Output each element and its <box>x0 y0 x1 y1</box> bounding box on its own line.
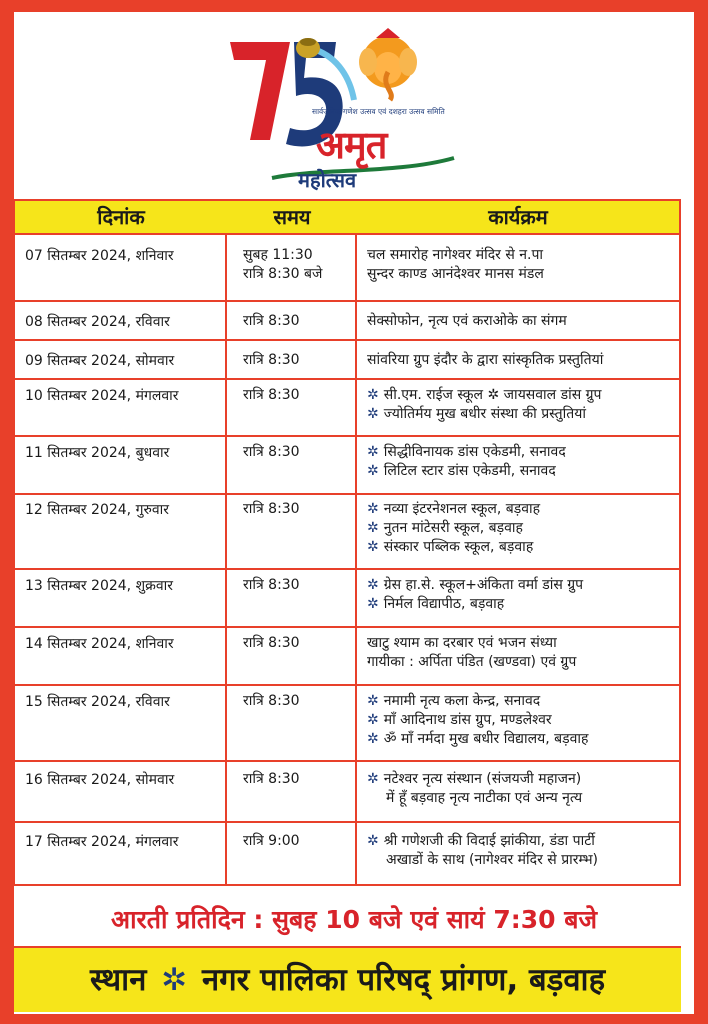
row-time-line: रात्रि 8:30 <box>243 577 300 593</box>
program-item-text: सांवरिया ग्रुप इंदौर के द्वारा सांस्कृतिक प्रस्तुतियां <box>367 352 604 368</box>
program-item <box>367 653 677 672</box>
bullet-star-icon: ✲ <box>367 520 379 536</box>
row-time-line: रात्रि 8:30 <box>243 444 300 460</box>
program-item-text: में हूँ बड़वाह नृत्य नाटीका एवं अन्य नृत्य <box>386 790 583 806</box>
row-time <box>243 576 353 595</box>
logo-amrit-text: अमृत <box>316 123 387 167</box>
row-date: 17 सितम्बर 2024, मंगलवार <box>25 834 179 850</box>
row-time <box>243 312 353 331</box>
table-row <box>13 235 681 302</box>
row-date: 11 सितम्बर 2024, बुधवार <box>25 445 170 461</box>
bullet-star-icon: ✲ <box>367 771 379 787</box>
column-divider <box>13 823 15 886</box>
bullet-star-icon: ✲ <box>367 596 379 612</box>
program-item <box>367 692 677 711</box>
column-divider <box>355 495 357 570</box>
column-divider <box>355 437 357 495</box>
bullet-star-icon: ✲ <box>367 539 379 555</box>
table-row <box>13 762 681 823</box>
program-item <box>367 576 677 595</box>
column-divider <box>355 823 357 886</box>
row-time <box>243 386 353 405</box>
row-program <box>367 832 677 870</box>
bullet-star-icon: ✲ <box>367 387 379 403</box>
column-divider <box>679 302 681 341</box>
program-item-text: सेक्सोफोन, नृत्य एवं कराओके का संगम <box>367 313 567 329</box>
row-program <box>367 351 677 370</box>
column-divider <box>225 437 227 495</box>
logo-seven-shape <box>230 42 290 140</box>
row-time-line: रात्रि 8:30 <box>243 693 300 709</box>
row-date: 07 सितम्बर 2024, शनिवार <box>25 248 174 264</box>
row-program <box>367 312 677 331</box>
program-item <box>367 312 677 331</box>
row-program <box>367 246 677 284</box>
program-item-text: खाटु श्याम का दरबार एवं भजन संध्या <box>367 635 557 651</box>
bullet-star-icon: ✲ <box>367 444 379 460</box>
program-item <box>367 462 677 481</box>
row-date: 15 सितम्बर 2024, रविवार <box>25 694 170 710</box>
amrit-mahotsav-logo <box>228 28 478 198</box>
row-date: 13 सितम्बर 2024, शुक्रवार <box>25 578 173 594</box>
program-item <box>367 770 677 789</box>
program-item <box>367 832 677 851</box>
header-program: कार्यक्रम <box>488 205 548 229</box>
column-divider <box>225 380 227 437</box>
program-item-text: निर्मल विद्यापीठ, बड़वाह <box>383 596 505 612</box>
row-time-line: सुबह 11:30 <box>243 247 313 263</box>
column-divider <box>355 628 357 686</box>
program-item-text: अखाडों के साथ (नागेश्वर मंदिर से प्रारम्भ) <box>386 852 599 868</box>
row-time-line: रात्रि 8:30 <box>243 635 300 651</box>
bullet-star-icon: ✲ <box>367 731 379 747</box>
row-date: 14 सितम्बर 2024, शनिवार <box>25 636 174 652</box>
program-item <box>367 851 677 870</box>
row-date: 16 सितम्बर 2024, सोमवार <box>25 772 175 788</box>
column-divider <box>13 495 15 570</box>
column-divider <box>679 437 681 495</box>
table-row <box>13 437 681 495</box>
row-date: 12 सितम्बर 2024, गुरुवार <box>25 502 169 518</box>
row-program <box>367 692 677 749</box>
column-divider <box>13 341 15 380</box>
table-row <box>13 380 681 437</box>
row-program <box>367 386 677 424</box>
venue-star-icon: ✲ <box>161 962 188 998</box>
row-date: 08 सितम्बर 2024, रविवार <box>25 314 170 330</box>
row-time <box>243 832 353 851</box>
program-item-text: नुतन मांटेसरी स्कूल, बड़वाह <box>383 520 523 536</box>
row-time <box>243 246 353 284</box>
column-divider <box>225 628 227 686</box>
row-time-line: रात्रि 8:30 <box>243 352 300 368</box>
program-item-text: गायीका : अर्पिता पंडित (खण्डवा) एवं ग्रुप <box>367 654 577 670</box>
column-divider <box>13 437 15 495</box>
header-date: दिनांक <box>97 205 145 229</box>
row-date: 10 सितम्बर 2024, मंगलवार <box>25 388 179 404</box>
program-item <box>367 519 677 538</box>
program-item <box>367 789 677 808</box>
program-item <box>367 443 677 462</box>
program-item-text: नव्या इंटरनेशनल स्कूल, बड़वाह <box>383 501 541 517</box>
column-divider <box>13 235 15 302</box>
table-row <box>13 302 681 341</box>
logo-subtitle: सार्वजनिक गणेश उत्सव एवं दशहरा उत्सव समिति <box>312 107 445 116</box>
row-program <box>367 770 677 808</box>
program-item-text: ज्योतिर्मय मुख बधीर संस्था की प्रस्तुतियां <box>383 406 586 422</box>
program-item-text: लिटिल स्टार डांस एकेडमी, सनावद <box>383 463 556 479</box>
column-divider <box>13 302 15 341</box>
column-divider <box>225 570 227 628</box>
column-divider <box>13 380 15 437</box>
row-time <box>243 634 353 653</box>
program-item <box>367 405 677 424</box>
program-item <box>367 634 677 653</box>
program-item <box>367 595 677 614</box>
column-divider <box>355 302 357 341</box>
column-divider <box>355 686 357 762</box>
column-divider <box>225 302 227 341</box>
column-divider <box>355 380 357 437</box>
table-row <box>13 495 681 570</box>
row-program <box>367 634 677 672</box>
bullet-star-icon: ✲ <box>367 693 379 709</box>
row-program <box>367 500 677 557</box>
program-item-text: नटेश्वर नृत्य संस्थान (संजयजी महाजन) <box>383 771 582 787</box>
table-row <box>13 628 681 686</box>
row-program <box>367 576 677 614</box>
column-divider <box>355 341 357 380</box>
table-row <box>13 570 681 628</box>
program-item <box>367 538 677 557</box>
column-divider <box>679 823 681 886</box>
row-time-line: रात्रि 9:00 <box>243 833 300 849</box>
table-row <box>13 686 681 762</box>
column-divider <box>679 570 681 628</box>
row-time <box>243 351 353 370</box>
bullet-star-icon: ✲ <box>367 712 379 728</box>
row-time-line: रात्रि 8:30 <box>243 313 300 329</box>
column-divider <box>225 823 227 886</box>
program-item-text: सिद्धीविनायक डांस एकेडमी, सनावद <box>383 444 566 460</box>
row-time <box>243 500 353 519</box>
program-item <box>367 500 677 519</box>
column-divider <box>679 380 681 437</box>
program-item-text: संस्कार पब्लिक स्कूल, बड़वाह <box>383 539 534 555</box>
bullet-star-icon: ✲ <box>367 501 379 517</box>
table-row <box>13 823 681 886</box>
bullet-star-icon: ✲ <box>367 833 379 849</box>
program-item-text: चल समारोह नागेश्वर मंदिर से न.पा <box>367 247 544 263</box>
row-time-line: रात्रि 8:30 बजे <box>243 266 323 282</box>
column-divider <box>13 570 15 628</box>
bullet-star-icon: ✲ <box>367 406 379 422</box>
column-divider <box>679 762 681 823</box>
venue-banner <box>14 946 681 1012</box>
table-row <box>13 341 681 380</box>
column-divider <box>679 495 681 570</box>
program-item-text: ग्रेस हा.से. स्कूल+अंकिता वर्मा डांस ग्रुप <box>383 577 584 593</box>
program-item <box>367 711 677 730</box>
row-program <box>367 443 677 481</box>
program-item-text: माँ आदिनाथ डांस ग्रुप, मण्डलेश्वर <box>383 712 552 728</box>
venue-place: नगर पालिका परिषद् प्रांगण, बड़वाह <box>202 962 606 998</box>
schedule-table-header <box>13 199 681 235</box>
row-time <box>243 692 353 711</box>
column-divider <box>679 341 681 380</box>
row-time <box>243 443 353 462</box>
column-divider <box>679 686 681 762</box>
column-divider <box>13 762 15 823</box>
row-time-line: रात्रि 8:30 <box>243 771 300 787</box>
program-item-text: श्री गणेशजी की विदाई झांकीया, डंडा पार्टी <box>383 833 595 849</box>
program-item <box>367 265 677 284</box>
column-divider <box>225 341 227 380</box>
program-item <box>367 246 677 265</box>
program-item <box>367 351 677 370</box>
aarti-timing: आरती प्रतिदिन : सुबह 10 बजे एवं सायं 7:30 बजे <box>110 905 598 934</box>
program-item <box>367 386 677 405</box>
column-divider <box>13 686 15 762</box>
column-divider <box>355 235 357 302</box>
column-divider <box>225 235 227 302</box>
logo-mahotsav-text: महोत्सव <box>298 168 357 192</box>
column-divider <box>355 762 357 823</box>
column-divider <box>225 762 227 823</box>
program-item-text: नमामी नृत्य कला केन्द्र, सनावद <box>383 693 541 709</box>
bullet-star-icon: ✲ <box>367 577 379 593</box>
program-item-text: सुन्दर काण्ड आनंदेश्वर मानस मंडल <box>367 266 544 282</box>
program-item-text: सी.एम. राईज स्कूल ✲ जायसवाल डांस ग्रुप <box>383 387 602 403</box>
row-time <box>243 770 353 789</box>
row-time-line: रात्रि 8:30 <box>243 501 300 517</box>
column-divider <box>225 495 227 570</box>
column-divider <box>679 235 681 302</box>
row-date: 09 सितम्बर 2024, सोमवार <box>25 353 175 369</box>
program-item-text: ॐ माँ नर्मदा मुख बधीर विद्यालय, बड़वाह <box>383 731 589 747</box>
program-item <box>367 730 677 749</box>
column-divider <box>13 628 15 686</box>
bullet-star-icon: ✲ <box>367 463 379 479</box>
header-time: समय <box>273 205 311 229</box>
column-divider <box>679 628 681 686</box>
row-time-line: रात्रि 8:30 <box>243 387 300 403</box>
venue-label: स्थान <box>89 962 147 998</box>
column-divider <box>355 570 357 628</box>
column-divider <box>225 686 227 762</box>
